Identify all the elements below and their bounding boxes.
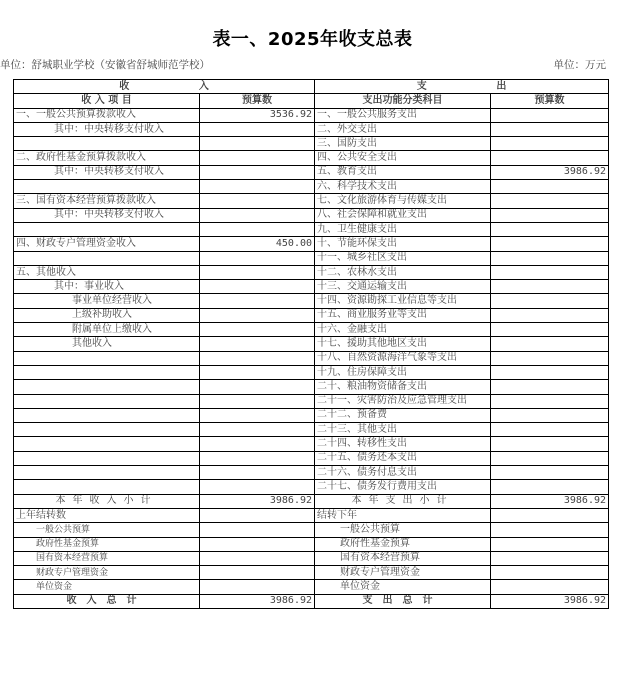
income-value (200, 466, 315, 480)
income-value (200, 308, 315, 322)
income-carry-item: 财政专户管理资金 (14, 566, 200, 580)
expense-subtotal-value: 3986.92 (491, 494, 609, 508)
expense-value (491, 222, 609, 236)
table-row (14, 323, 609, 337)
expense-group-header: 支 出 (315, 80, 609, 94)
expense-value (491, 194, 609, 208)
expense-item: 十二、农林水支出 (315, 265, 491, 279)
expense-value (491, 408, 609, 422)
income-carry-item: 国有资本经营预算 (14, 551, 200, 565)
expense-value (491, 265, 609, 279)
income-item: 事业单位经营收入 (14, 294, 200, 308)
income-item: 上级补助收入 (14, 308, 200, 322)
expense-carry-item-value (491, 580, 609, 594)
expense-budget-header: 预算数 (491, 94, 609, 108)
income-item (14, 423, 200, 437)
income-carry-item-value (200, 551, 315, 565)
expense-item: 二十四、转移性支出 (315, 437, 491, 451)
income-value (200, 222, 315, 236)
income-item (14, 380, 200, 394)
income-carry-item-value (200, 523, 315, 537)
expense-value (491, 394, 609, 408)
income-carry-item-value (200, 566, 315, 580)
page-title: 表一、2025年收支总表 (212, 29, 413, 50)
table-row (14, 423, 609, 437)
table-row (14, 237, 609, 251)
income-value (200, 151, 315, 165)
expense-item: 二十一、灾害防治及应急管理支出 (315, 394, 491, 408)
expense-carry-item-value (491, 537, 609, 551)
table-row (14, 137, 609, 151)
table-row (14, 294, 609, 308)
carry-item-row (14, 566, 609, 580)
expense-item: 十三、交通运输支出 (315, 280, 491, 294)
expense-carry-item: 单位资金 (315, 580, 491, 594)
table-row (14, 337, 609, 351)
income-value (200, 194, 315, 208)
subtotal-row (14, 494, 609, 508)
expense-item: 一、一般公共服务支出 (315, 108, 491, 122)
expense-item: 七、文化旅游体育与传媒支出 (315, 194, 491, 208)
expense-value (491, 451, 609, 465)
income-value (200, 208, 315, 222)
expense-item: 二十、粮油物资储备支出 (315, 380, 491, 394)
income-item (14, 408, 200, 422)
income-item (14, 451, 200, 465)
expense-item: 八、社会保障和就业支出 (315, 208, 491, 222)
income-item: 二、政府性基金预算拨款收入 (14, 151, 200, 165)
table-row (14, 365, 609, 379)
expense-value (491, 180, 609, 194)
expense-item: 二十六、债务付息支出 (315, 466, 491, 480)
carry-row (14, 508, 609, 522)
unit-organization: 单位：舒城职业学校（安徽省舒城师范学校） (0, 59, 210, 71)
income-value (200, 423, 315, 437)
income-total-value: 3986.92 (200, 594, 315, 608)
expense-carry-label: 结转下年 (315, 508, 491, 522)
income-value (200, 451, 315, 465)
table-row (14, 122, 609, 136)
table-row (14, 380, 609, 394)
income-value: 450.00 (200, 237, 315, 251)
expense-item: 十、节能环保支出 (315, 237, 491, 251)
header-row-columns (14, 94, 609, 108)
income-item (14, 365, 200, 379)
income-carry-value (200, 508, 315, 522)
expense-carry-value (491, 508, 609, 522)
income-carry-item: 政府性基金预算 (14, 537, 200, 551)
carry-item-row (14, 551, 609, 565)
expense-total-label: 支出总计 (315, 594, 491, 608)
income-value (200, 380, 315, 394)
table-row (14, 251, 609, 265)
table-row (14, 165, 609, 179)
table-row (14, 280, 609, 294)
table-row (14, 351, 609, 365)
budget-table (13, 79, 609, 609)
income-value (200, 408, 315, 422)
income-value (200, 122, 315, 136)
table-row (14, 308, 609, 322)
table-row (14, 180, 609, 194)
expense-value (491, 365, 609, 379)
income-group-header: 收 入 (14, 80, 315, 94)
expense-item: 二十五、债务还本支出 (315, 451, 491, 465)
expense-value (491, 208, 609, 222)
income-value (200, 365, 315, 379)
income-item: 一、一般公共预算拨款收入 (14, 108, 200, 122)
income-value (200, 394, 315, 408)
income-carry-item: 单位资金 (14, 580, 200, 594)
expense-value (491, 137, 609, 151)
income-value (200, 480, 315, 494)
table-row (14, 437, 609, 451)
expense-item: 四、公共安全支出 (315, 151, 491, 165)
table-row (14, 194, 609, 208)
table-row (14, 480, 609, 494)
income-item: 其中：中央转移支付收入 (14, 122, 200, 136)
income-subtotal-value: 3986.92 (200, 494, 315, 508)
income-item (14, 251, 200, 265)
expense-item: 五、教育支出 (315, 165, 491, 179)
expense-value (491, 323, 609, 337)
table-row (14, 451, 609, 465)
table-row (14, 466, 609, 480)
expense-value (491, 308, 609, 322)
income-value (200, 251, 315, 265)
income-item: 附属单位上缴收入 (14, 323, 200, 337)
income-carry-item-value (200, 580, 315, 594)
income-item: 其他收入 (14, 337, 200, 351)
income-value (200, 437, 315, 451)
unit-currency: 单位：万元 (553, 59, 606, 71)
income-value (200, 137, 315, 151)
income-subtotal-label: 本年收入小计 (14, 494, 200, 508)
expense-value (491, 108, 609, 122)
expense-item: 二十二、预备费 (315, 408, 491, 422)
expense-carry-item: 一般公共预算 (315, 523, 491, 537)
table-row (14, 408, 609, 422)
expense-value (491, 337, 609, 351)
expense-subtotal-label: 本年支出小计 (315, 494, 491, 508)
expense-value (491, 294, 609, 308)
expense-item: 十七、援助其他地区支出 (315, 337, 491, 351)
income-value (200, 265, 315, 279)
expense-item: 二十三、其他支出 (315, 423, 491, 437)
expense-value (491, 251, 609, 265)
expense-item-header: 支出功能分类科目 (315, 94, 491, 108)
income-value (200, 165, 315, 179)
income-item-header: 收 入 项 目 (14, 94, 200, 108)
expense-value (491, 151, 609, 165)
expense-carry-item-value (491, 523, 609, 537)
income-value (200, 337, 315, 351)
expense-value: 3986.92 (491, 165, 609, 179)
income-carry-item-value (200, 537, 315, 551)
header-row-group (14, 80, 609, 94)
expense-value (491, 351, 609, 365)
income-total-label: 收入总计 (14, 594, 200, 608)
expense-item: 六、科学技术支出 (315, 180, 491, 194)
total-row (14, 594, 609, 608)
income-item (14, 137, 200, 151)
expense-item: 十六、金融支出 (315, 323, 491, 337)
income-item (14, 480, 200, 494)
table-row (14, 222, 609, 236)
income-item: 其中：中央转移支付收入 (14, 165, 200, 179)
expense-carry-item: 财政专户管理资金 (315, 566, 491, 580)
expense-value (491, 380, 609, 394)
expense-value (491, 437, 609, 451)
income-value (200, 180, 315, 194)
expense-carry-item: 国有资本经营预算 (315, 551, 491, 565)
income-item: 三、国有资本经营预算拨款收入 (14, 194, 200, 208)
income-item: 五、其他收入 (14, 265, 200, 279)
income-item: 四、财政专户管理资金收入 (14, 237, 200, 251)
carry-item-row (14, 580, 609, 594)
table-row (14, 265, 609, 279)
expense-total-value: 3986.92 (491, 594, 609, 608)
income-item: 其中：事业收入 (14, 280, 200, 294)
table-row (14, 151, 609, 165)
table-row (14, 394, 609, 408)
income-item (14, 437, 200, 451)
expense-value (491, 423, 609, 437)
expense-item: 十一、城乡社区支出 (315, 251, 491, 265)
table-row (14, 108, 609, 122)
expense-carry-item-value (491, 551, 609, 565)
income-item (14, 351, 200, 365)
expense-value (491, 237, 609, 251)
expense-item: 二、外交支出 (315, 122, 491, 136)
carry-item-row (14, 537, 609, 551)
income-value (200, 280, 315, 294)
income-value (200, 323, 315, 337)
expense-item: 十五、商业服务业等支出 (315, 308, 491, 322)
expense-item: 三、国防支出 (315, 137, 491, 151)
expense-item: 二十七、债务发行费用支出 (315, 480, 491, 494)
income-item (14, 466, 200, 480)
expense-value (491, 466, 609, 480)
expense-carry-item: 政府性基金预算 (315, 537, 491, 551)
income-value: 3536.92 (200, 108, 315, 122)
table-row (14, 208, 609, 222)
income-item (14, 394, 200, 408)
expense-item: 十四、资源勘探工业信息等支出 (315, 294, 491, 308)
carry-item-row (14, 523, 609, 537)
expense-value (491, 280, 609, 294)
income-item (14, 222, 200, 236)
expense-carry-item-value (491, 566, 609, 580)
income-value (200, 351, 315, 365)
income-item: 其中：中央转移支付收入 (14, 208, 200, 222)
expense-item: 十八、自然资源海洋气象等支出 (315, 351, 491, 365)
income-value (200, 294, 315, 308)
expense-value (491, 480, 609, 494)
expense-item: 九、卫生健康支出 (315, 222, 491, 236)
income-budget-header: 预算数 (200, 94, 315, 108)
expense-item: 十九、住房保障支出 (315, 365, 491, 379)
income-item (14, 180, 200, 194)
expense-value (491, 122, 609, 136)
income-carry-label: 上年结转数 (14, 508, 200, 522)
income-carry-item: 一般公共预算 (14, 523, 200, 537)
